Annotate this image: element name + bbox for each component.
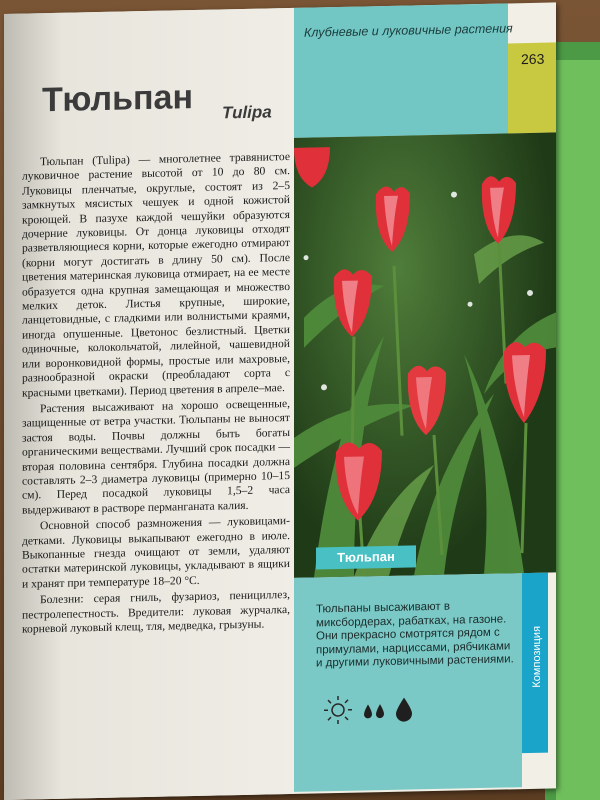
tulip-illustration — [294, 132, 556, 577]
book-page — [4, 2, 556, 800]
composition-text: Тюльпаны высаживают в миксбордерах, рабатках, на газоне. Они прекрасно смотрятся рядом с примулами, нарциссами, рябчиками и другими луковичными растениями. — [316, 600, 514, 670]
water-drops-icon — [364, 704, 384, 718]
composition-tab-label: Композиция — [531, 625, 543, 688]
tulip-photo — [294, 132, 556, 577]
paragraph: Болезни: серая гниль, фузариоз, пенициллез, пестролепестность. Вредители: луковая журчалка, корневой луковый клещ, тля, медведка, грызуны. — [22, 588, 290, 636]
paragraph: Основной способ размножения — луковицами-детками. Луковицы выкапывают ежегодно в июле. Выкопанные гнезда очищают от земли, удаляют остатки материнской луковицы, укладывают в ящики и хранят при температуре 18–20 °С. — [22, 514, 290, 591]
soil-drop-icon — [396, 697, 412, 721]
care-icons — [324, 693, 444, 726]
page-title: Тюльпан — [42, 78, 193, 120]
page-number: 263 — [521, 50, 545, 68]
paragraph: Растения высаживают на хорошо освещенные, защищенные от ветра участки. Тюльпаны не выносят застоя воды. Почвы должны быть богаты органическими веществами. Лучший срок посадки — вторая половина сентября. Глубина посадки должна составлять 2–3 диаметра луковицы (примерно 10–15 см). Перед посадкой луковицы 1,5–2 часа выдерживают в растворе перманганата калия. — [22, 396, 290, 517]
photo-caption: Тюльпан — [316, 545, 416, 569]
paragraph: Тюльпан (Tulipa) — многолетнее травянистое луковичное растение высотой от 10 до 80 см. Луковицы пленчатые, округлые, состоят из 2–5 замкнутых мясистых чешуек и одной кожистой кроющей. В пазухе каждой чешуйки образуются дочерние луковицы. От донца луковицы отходят разветвляющиеся корни, которые ежегодно отмирают (корни могут достигать в длину 50 см). После цветения материнская луковица отмирает, на ее месте образуется одна крупная замещающая и множество мелких деток. Листья крупные, широкие, ланцетовидные, с гладкими или волнистыми краями, иногда опушенные. Цветонос безлистный. Цветки одиночные, колокольчатой, лилейной, чашевидной или воронковидной формы, простые или махровые, разнообразной окраски (преобладают сорта с красными цветками). Период цветения в апреле–мае. — [22, 150, 290, 400]
article-body — [22, 150, 290, 639]
sun-icon — [324, 696, 352, 725]
latin-name: Tulipa — [222, 102, 272, 123]
section-title: Клубневые и луковичные растения — [304, 21, 513, 40]
book-cover-green — [556, 60, 600, 800]
